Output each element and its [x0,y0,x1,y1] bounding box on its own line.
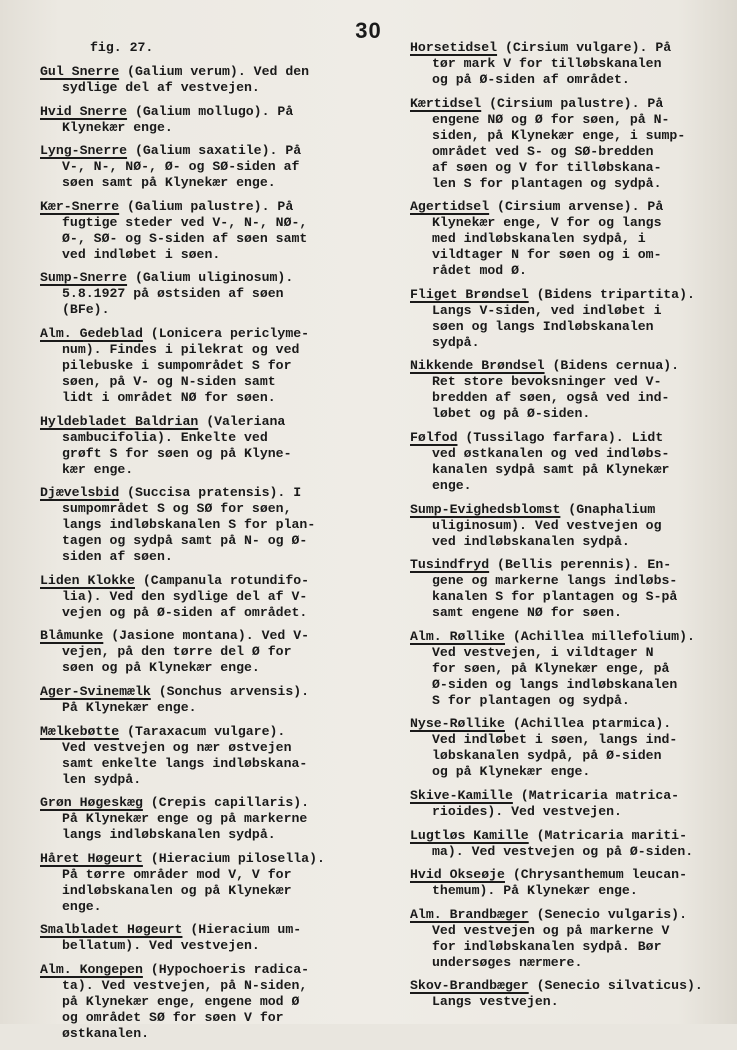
entry-text: ved indløbskanalen sydpå. [432,533,630,549]
entry-text: (Hieracium um- [182,922,302,938]
entry-first-line [40,414,385,430]
entry-text: 5.8.1927 på østsiden af søen [62,286,284,302]
entry-text: (Tussilago farfara). Lidt [457,429,664,445]
entry-text: for indløbskanalen sydpå. Bør [432,938,662,954]
species-entry [410,430,730,494]
entry-text: (Hypochoeris radica- [142,961,310,977]
species-entry [410,716,730,780]
species-name: Sump-Snerre [40,270,128,286]
species-entry [410,96,730,192]
entry-first-line [410,287,730,303]
entry-text: fugtige steder ved V-, N-, NØ-, [62,214,308,230]
species-entry [410,358,730,422]
entry-first-line [40,485,385,501]
species-name: Alm. Brandbæger [410,906,529,922]
entry-text: (Senecio silvaticus). [528,978,703,994]
species-entry [40,851,385,915]
entry-text: enge. [432,477,472,493]
species-entry [40,684,385,716]
entry-text: sumpområdet S og SØ for søen, [62,501,292,517]
entry-text: kanalen sydpå samt på Klynekær [432,461,670,477]
entry-text: rådet mod Ø. [432,263,527,279]
entry-first-line [40,684,385,700]
entry-first-line [40,795,385,811]
species-name: Smalbladet Høgeurt [40,922,183,938]
species-entry [410,557,730,621]
entry-first-line [410,788,730,804]
entry-text: (Campanula rotundifo- [134,572,310,588]
entry-text: vildtager N for søen og i om- [432,247,662,263]
entry-first-line [410,907,730,923]
species-name: Alm. Gedeblad [40,325,143,341]
entry-text: (Hieracium pilosella). [142,850,325,866]
species-name: Alm. Røllike [410,628,505,644]
entry-text: vejen og på Ø-siden af området. [62,604,308,620]
entry-text: Langs V-siden, ved indløbet i [432,302,662,318]
species-name: Mælkebøtte [40,723,120,739]
right-column [410,40,730,1018]
species-name: Skov-Brandbæger [410,978,529,994]
entry-text: På Klynekær enge og på markerne [62,811,308,827]
species-name: Kær-Snerre [40,198,120,214]
species-entry [410,867,730,899]
species-entry [410,629,730,709]
entry-text: (Cirsium palustre). På [481,95,664,111]
entry-text: og området SØ for søen V for [62,1009,284,1025]
left-column [40,40,385,1050]
entry-text: (BFe). [62,302,110,318]
species-name: Kærtidsel [410,95,482,111]
entry-text: (Bellis perennis). En- [489,557,672,573]
entry-text: løbet og på Ø-siden. [432,406,591,422]
entry-first-line [40,326,385,342]
entry-text: indløbskanalen og på Klynekær [62,882,292,898]
entry-first-line [410,828,730,844]
entry-text: (Galium mollugo). På [127,103,294,119]
entry-text: Ved vestvejen og nær østvejen [62,739,292,755]
entry-text: området ved S- og SØ-bredden [432,143,654,159]
entry-text: søen og langs Indløbskanalen [432,318,654,334]
entry-text: bredden af søen, også ved ind- [432,390,670,406]
entry-text: (Senecio vulgaris). [528,906,687,922]
species-entry [40,414,385,478]
entry-text: langs indløbskanalen S for plan- [62,517,316,533]
entry-text: samt engene NØ for søen. [432,605,622,621]
entry-text: (Gnaphalium [560,501,656,517]
entry-first-line [40,922,385,938]
species-name: Fliget Brøndsel [410,286,529,302]
entry-first-line [40,143,385,159]
right-entry-list [410,40,730,1010]
entry-text: engene NØ og Ø for søen, på N- [432,111,670,127]
entry-text: søen og på Klynekær enge. [62,660,260,676]
entry-first-line [410,557,730,573]
species-name: Hvid Snerre [40,103,128,119]
entry-text: (Galium palustre). På [119,198,294,214]
entry-text: løbskanalen sydpå, på Ø-siden [432,748,662,764]
entry-text: tagen og sydpå samt på N- og Ø- [62,533,308,549]
species-entry [40,104,385,136]
entry-text: vejen, på den tørre del Ø for [62,644,292,660]
entry-text: ta). Ved vestvejen, på N-siden, [62,977,308,993]
entry-first-line [410,629,730,645]
species-entry [40,724,385,788]
species-name: Liden Klokke [40,572,135,588]
entry-text: grøft S for søen og på Klyne- [62,445,292,461]
entry-text: søen samt på Klynekær enge. [62,175,276,191]
entry-text: bellatum). Ved vestvejen. [62,938,260,954]
species-entry [40,326,385,406]
entry-first-line [410,502,730,518]
entry-text: på Klynekær enge, engene mod Ø [62,993,300,1009]
species-name: Grøn Høgeskæg [40,795,143,811]
entry-text: gene og markerne langs indløbs- [432,573,678,589]
species-name: Tusindfryd [410,557,490,573]
entry-first-line [410,358,730,374]
entry-text: og på Ø-siden af området. [432,72,630,87]
entry-text: af søen og V for tilløbskana- [432,159,662,175]
entry-text: (Matricaria matrica- [512,787,680,803]
species-entry [410,40,730,88]
entry-text: ved østkanalen og ved indløbs- [432,445,670,461]
species-entry [40,143,385,191]
entry-text: østkanalen. [62,1025,150,1041]
entry-text: samt enkelte langs indløbskana- [62,755,308,771]
entry-text: siden af søen. [62,549,173,565]
entry-first-line [410,199,730,215]
species-entry [40,270,385,318]
entry-text: (Chrysanthemum leucan- [504,867,687,883]
entry-first-line [40,628,385,644]
species-name: Håret Høgeurt [40,850,143,866]
entry-first-line [40,962,385,978]
entry-first-line [410,867,730,883]
species-entry [40,64,385,96]
entry-text: sydlige del af vestvejen. [62,80,260,95]
entry-text: (Bidens cernua). [544,358,680,374]
entry-text: Klynekær enge, V for og langs [432,215,662,231]
entry-text: len S for plantagen og sydpå. [432,175,662,191]
species-entry [40,485,385,565]
species-name: Alm. Kongepen [40,961,143,977]
entry-text: kær enge. [62,461,134,477]
entry-text: enge. [62,898,102,914]
entry-first-line [40,573,385,589]
entry-text: (Lonicera periclyme- [142,325,310,341]
left-entry-list [40,64,385,1042]
entry-text: len sydpå. [62,771,142,787]
entry-text: pilebuske i sumpområdet S for [62,357,292,373]
entry-first-line [410,716,730,732]
entry-text: ved indløbet i søen. [62,246,221,262]
species-name: Sump-Evighedsblomst [410,501,561,517]
entry-text: Ved vestvejen, i vildtager N [432,644,654,660]
species-entry [410,828,730,860]
species-entry [40,628,385,676]
species-name: Blåmunke [40,628,104,644]
entry-text: V-, N-, NØ-, Ø- og SØ-siden af [62,159,300,175]
entry-text: og på Klynekær enge. [432,764,591,780]
entry-text: (Galium uliginosum). [127,270,294,286]
entry-text: (Cirsium arvense). På [489,199,664,215]
entry-text: (Succisa pratensis). I [119,485,302,501]
entry-text: tør mark V for tilløbskanalen [432,56,662,71]
entry-text: S for plantagen og sydpå. [432,692,630,708]
species-entry [40,573,385,621]
entry-text: kanalen S for plantagen og S-på [432,589,678,605]
entry-text: (Crepis capillaris). [142,795,310,811]
entry-text: Ved indløbet i søen, langs ind- [432,732,678,748]
species-entry [40,922,385,954]
entry-text: Ved vestvejen og på markerne V [432,922,670,938]
entry-text: (Cirsium vulgare). På [497,40,672,55]
species-name: Hvid Okseøje [410,867,505,883]
entry-text: (Taraxacum vulgare). [119,723,286,739]
entry-first-line [410,978,730,994]
entry-text: Langs vestvejen. [432,994,559,1010]
entry-first-line [40,270,385,286]
species-name: Skive-Kamille [410,787,513,803]
species-entry [40,795,385,843]
entry-text: langs indløbskanalen sydpå. [62,827,276,843]
entry-text: sambucifolia). Enkelte ved [62,429,268,445]
entry-text: (Matricaria mariti- [528,827,687,843]
species-name: Nyse-Røllike [410,716,505,732]
species-name: Følfod [410,429,458,445]
species-entry [410,502,730,550]
entry-text: (Sonchus arvensis). [150,683,310,699]
species-name: Agertidsel [410,199,490,215]
entry-text: (Valeriana [198,413,286,429]
species-entry [410,907,730,971]
entry-first-line [40,724,385,740]
entry-text: sydpå. [432,334,480,350]
entry-text: themum). På Klynekær enge. [432,883,638,899]
entry-text: rioides). Ved vestvejen. [432,803,622,819]
figure-label: fig. 27. [90,40,154,55]
species-entry [40,199,385,263]
species-name: Nikkende Brøndsel [410,358,545,374]
entry-text: siden, på Klynekær enge, i sump- [432,127,686,143]
entry-first-line [410,96,730,112]
entry-text: (Galium saxatile). På [127,143,302,159]
entry-first-line [410,430,730,446]
entry-first-line [410,40,730,56]
entry-text: ma). Ved vestvejen og på Ø-siden. [432,843,694,859]
entry-text: (Jasione montana). Ved V- [103,628,310,644]
species-name: Lugtløs Kamille [410,827,529,843]
entry-text: lia). Ved den sydlige del af V- [62,588,308,604]
species-name: Gul Snerre [40,64,120,79]
entry-text: På tørre områder mod V, V for [62,866,292,882]
entry-first-line [40,199,385,215]
entry-text: (Bidens tripartita). [528,286,695,302]
species-name: Hyldebladet Baldrian [40,413,199,429]
page-number: 30 [355,18,382,43]
entry-text: søen, på V- og N-siden samt [62,373,276,389]
entry-first-line [40,104,385,120]
species-entry [410,199,730,279]
entry-text: Ø-siden og langs indløbskanalen [432,676,678,692]
species-entry [410,978,730,1010]
species-entry [40,962,385,1042]
entry-text: (Galium verum). Ved den [119,64,310,79]
entry-text: med indløbskanalen sydpå, i [432,231,646,247]
species-name: Horsetidsel [410,40,498,55]
species-name: Djævelsbid [40,485,120,501]
entry-text: Klynekær enge. [62,119,173,135]
entry-text: undersøges nærmere. [432,954,583,970]
entry-text: lidt i området NØ for søen. [62,389,276,405]
entry-first-line [40,851,385,867]
entry-text: for søen, på Klynekær enge, på [432,660,670,676]
entry-text: (Achillea millefolium). [504,628,695,644]
species-name: Ager-Svinemælk [40,683,151,699]
species-name: Lyng-Snerre [40,143,128,159]
entry-text: (Achillea ptarmica). [504,716,672,732]
entry-text: Ret store bevoksninger ved V- [432,374,662,390]
entry-text: num). Findes i pilekrat og ved [62,341,300,357]
species-entry [410,287,730,351]
entry-text: På Klynekær enge. [62,699,197,715]
species-entry [410,788,730,820]
entry-first-line [40,64,385,80]
entry-text: uliginosum). Ved vestvejen og [432,517,662,533]
entry-text: Ø-, SØ- og S-siden af søen samt [62,230,308,246]
